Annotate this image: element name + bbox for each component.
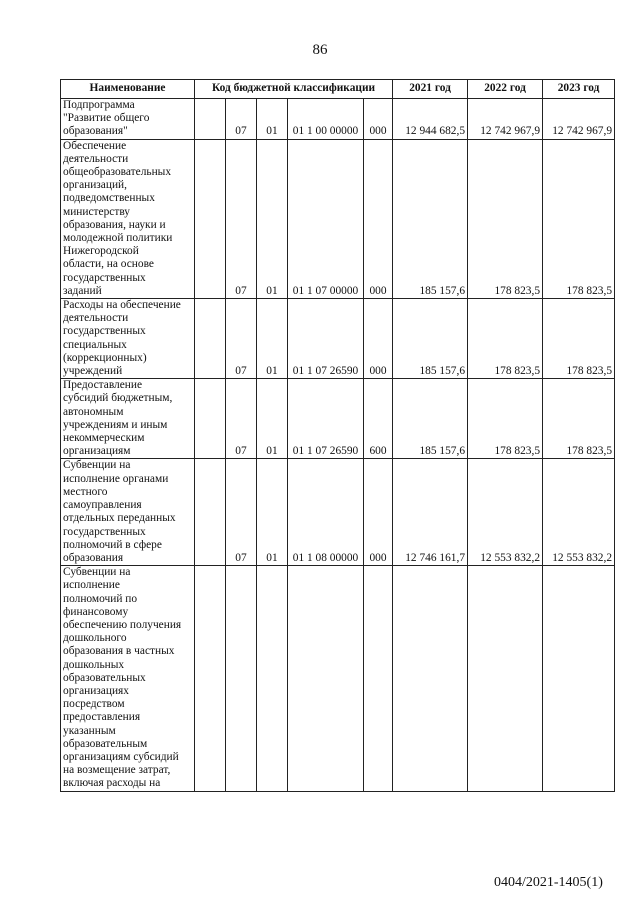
value-2023 [543, 566, 615, 791]
value-2021: 12 944 682,5 [393, 99, 468, 140]
page-number: 86 [312, 42, 328, 58]
code-expense-type: 000 [364, 299, 393, 379]
header-2022: 2022 год [468, 80, 543, 99]
code-section: 07 [226, 299, 257, 379]
value-2023: 12 553 832,2 [543, 459, 615, 566]
value-2022: 12 742 967,9 [468, 99, 543, 140]
header-name: Наименование [61, 80, 195, 99]
value-2022: 178 823,5 [468, 139, 543, 298]
value-2022: 178 823,5 [468, 299, 543, 379]
row-name: Предоставление субсидий бюджетным, автономным учреждениям и иным некоммерческим организациям [61, 379, 195, 459]
code-target-item: 01 1 08 00000 [288, 459, 364, 566]
value-2023: 178 823,5 [543, 299, 615, 379]
code-target-item [288, 566, 364, 791]
value-2022: 12 553 832,2 [468, 459, 543, 566]
value-2021: 12 746 161,7 [393, 459, 468, 566]
code-target-item: 01 1 07 26590 [288, 379, 364, 459]
value-2022: 178 823,5 [468, 379, 543, 459]
table-row [61, 99, 615, 140]
code-part-1 [195, 139, 226, 298]
code-expense-type: 600 [364, 379, 393, 459]
code-expense-type: 000 [364, 459, 393, 566]
row-name: Субвенции на исполнение полномочий по финансовому обеспечению получения дошкольного образования в частных дошкольных образовательных организациях посредством предоставления указанным образовательным организациям субсидий на возмещение затрат, включая расходы на [61, 566, 195, 791]
code-subsection: 01 [257, 459, 288, 566]
code-subsection: 01 [257, 379, 288, 459]
code-subsection: 01 [257, 299, 288, 379]
table-row [61, 566, 615, 791]
row-name: Расходы на обеспечение деятельности государственных специальных (коррекционных) учреждений [61, 299, 195, 379]
header-2023: 2023 год [543, 80, 615, 99]
code-expense-type: 000 [364, 99, 393, 140]
row-name: Обеспечение деятельности общеобразовательных организаций, подведомственных министерству образования, науки и молодежной политики Нижегородской области, на основе государственных заданий [61, 139, 195, 298]
value-2023: 178 823,5 [543, 139, 615, 298]
code-part-1 [195, 379, 226, 459]
header-code: Код бюджетной классификации [195, 80, 393, 99]
row-name: Подпрограмма "Развитие общего образования" [61, 99, 195, 140]
code-target-item: 01 1 07 00000 [288, 139, 364, 298]
code-expense-type: 000 [364, 139, 393, 298]
table-row [61, 459, 615, 566]
header-2021: 2021 год [393, 80, 468, 99]
table-row [61, 139, 615, 298]
code-subsection: 01 [257, 99, 288, 140]
code-section: 07 [226, 459, 257, 566]
code-target-item: 01 1 07 26590 [288, 299, 364, 379]
code-target-item: 01 1 00 00000 [288, 99, 364, 140]
budget-table [60, 79, 615, 792]
document-registration-code: 0404/2021-1405(1) [494, 875, 603, 890]
value-2021: 185 157,6 [393, 139, 468, 298]
table-row [61, 379, 615, 459]
value-2021: 185 157,6 [393, 379, 468, 459]
value-2021 [393, 566, 468, 791]
value-2021: 185 157,6 [393, 299, 468, 379]
table-header-row [61, 80, 615, 99]
value-2023: 178 823,5 [543, 379, 615, 459]
code-part-1 [195, 299, 226, 379]
code-section: 07 [226, 379, 257, 459]
code-section: 07 [226, 99, 257, 140]
code-subsection: 01 [257, 139, 288, 298]
code-section: 07 [226, 139, 257, 298]
value-2022 [468, 566, 543, 791]
code-subsection [257, 566, 288, 791]
code-part-1 [195, 99, 226, 140]
value-2023: 12 742 967,9 [543, 99, 615, 140]
code-expense-type [364, 566, 393, 791]
code-part-1 [195, 459, 226, 566]
table-row [61, 299, 615, 379]
code-part-1 [195, 566, 226, 791]
row-name: Субвенции на исполнение органами местного самоуправления отдельных переданных государственных полномочий в сфере образования [61, 459, 195, 566]
code-section [226, 566, 257, 791]
